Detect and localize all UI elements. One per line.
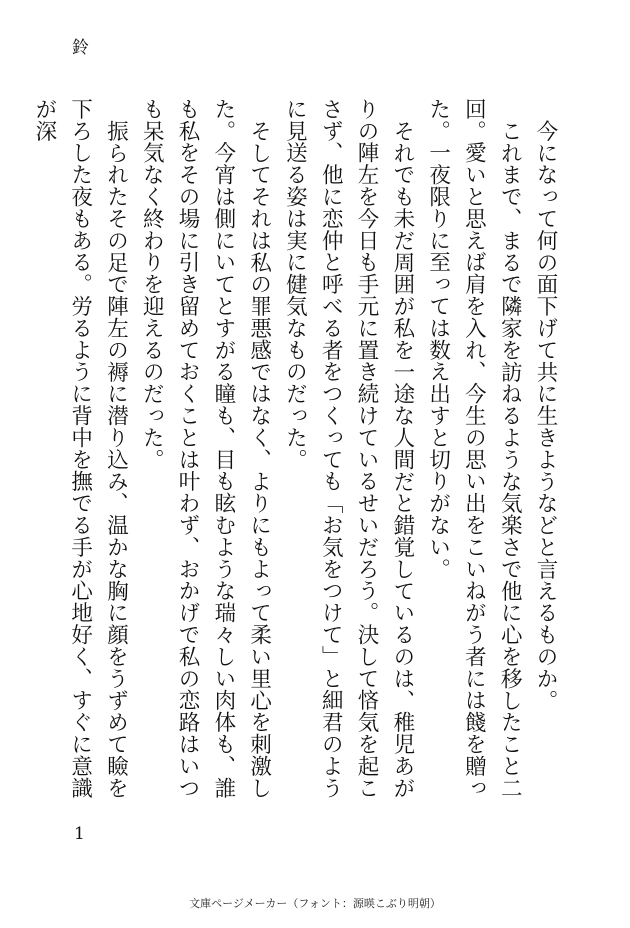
paragraph-1: 今になって何の面下げて共に生きようなどと言えるものか。 <box>533 119 558 711</box>
vertical-body-text <box>31 98 563 810</box>
paragraph-5: 振られたその足で陣左の褥に潜り込み、温かな胸に顔をうずめて瞼を下ろした夜もある。労るように背中を撫でる手が心地好く、すぐに意識が深 <box>31 98 129 799</box>
page-number: 1 <box>74 824 85 844</box>
paragraph-2: これまで、まるで隣家を訪ねるような気楽さで他に心を移したこと二回。愛いと思えば肩を入れ、今生の思い出をこいねがう者には餞を贈った。一夜限りに至っては数え出すと切りがない。 <box>425 98 523 799</box>
footer-credit: 文庫ページメーカー（フォント：源暎こぶり明朝） <box>189 897 441 910</box>
paragraph-4: そしてそれは私の罪悪感ではなく、よりにもよって柔い里心を刺激した。今宵は側にいてとすがる瞳も、目も眩むような瑞々しい肉体も、誰も私をその場に引き留めておくことは叶わず、おかげで私の恋路はいつも呆気なく終わりを迎えるのだった。 <box>139 98 272 799</box>
paragraph-3: それでも未だ周囲が私を一途な人間だと錯覚しているのは、稚児あがりの陣左を今日も手元に置き続けているせいだろう。決して悋気を起こさず、他に恋仲と呼べる者をつくっても「お気をつけて」と細君のように見送る姿は実に健気なものだった。 <box>282 98 415 799</box>
page-title: 鈴 <box>72 38 89 58</box>
